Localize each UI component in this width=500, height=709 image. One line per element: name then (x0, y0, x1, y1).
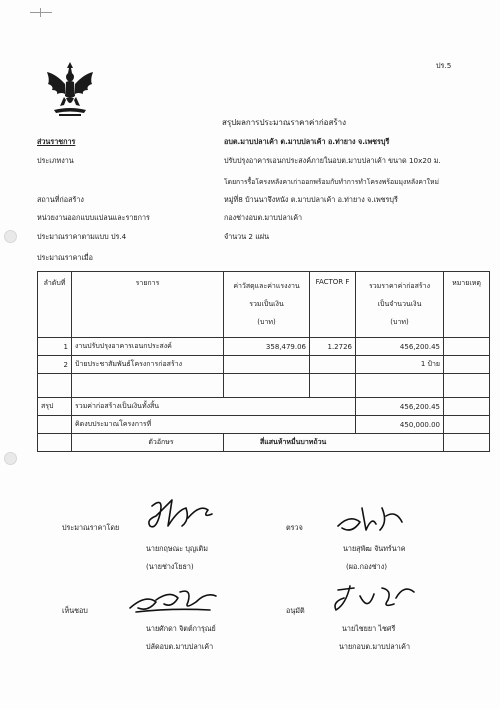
agree-name: นายศักดา จิตต์การุณย์ (146, 624, 216, 633)
letters-value: สี่แสนห้าหมื่นบาทถ้วน (224, 434, 444, 452)
row-item: งานปรับปรุงอาคารเอนกประสงค์ (72, 338, 224, 356)
agree-position: ปลัดอบต.มาบปลาเค้า (146, 642, 214, 651)
row-item: ป้ายประชาสัมพันธ์โครงการก่อสร้าง (72, 356, 224, 374)
estimator-role: ประมาณราคาโดย (62, 523, 120, 532)
agree-signature-icon (126, 582, 220, 618)
row-cost (224, 356, 310, 374)
project-budget-label: คิดงบประมาณโครงการที่ (72, 416, 356, 434)
project-budget-value: 450,000.00 (356, 416, 444, 434)
summary-row (38, 434, 490, 452)
work-type-line1: ปรับปรุงอาคารเอนกประสงค์ภายในอบต.มาบปลาเค้า ขนาด 10x20 ม. (224, 156, 441, 165)
estimate-date-label: ประมาณราคาเมื่อ (37, 253, 93, 262)
agency-value: อบต.มาบปลาเค้า ต.มาบปลาเค้า อ.ท่ายาง จ.เพชรบุรี (224, 137, 390, 146)
summary-sum-value: 456,200.45 (356, 398, 444, 416)
header-no: ลำดับที่ (38, 272, 72, 338)
table-header-row (38, 272, 490, 338)
row-factor: 1.2726 (310, 338, 356, 356)
header-note: หมายเหตุ (444, 272, 490, 338)
summary-sum-label: รวมค่าก่อสร้างเป็นเงินทั้งสิ้น (72, 398, 356, 416)
scan-mark (40, 8, 41, 17)
header-total-line1: รวมราคาค่าก่อสร้าง (368, 282, 431, 290)
site-value: หมู่ที่8 บ้านนาจึงหนัง ต.มาบปลาเค้า อ.ท่ายาง จ.เพชรบุรี (224, 195, 398, 204)
table-row (38, 356, 490, 374)
header-total-line3: (บาท) (390, 318, 409, 326)
header-factor: FACTOR F (310, 272, 356, 338)
header-cost-line3: (บาท) (257, 318, 276, 326)
row-total: 456,200.45 (356, 338, 444, 356)
summary-row (38, 416, 490, 434)
checker-signature-icon (332, 500, 412, 540)
summary-label: สรุป (38, 398, 72, 416)
agency-label: ส่วนราชการ (37, 137, 76, 146)
table-row-empty (38, 374, 490, 398)
scan-mark (30, 12, 52, 13)
work-type-line2: โดยการรื้อโครงหลังคาเก่าออกพร้อมกับทำการทำโครงพร้อมมุงหลังคาใหม่ (224, 178, 439, 186)
estimate-form-value: จำนวน 2 แผ่น (224, 232, 270, 241)
approve-name: นายไชยยา ไชศรี (342, 624, 396, 633)
approve-signature-icon (330, 582, 420, 618)
designer-value: กองช่างอบต.มาบปลาเค้า (224, 213, 303, 222)
row-factor (310, 356, 356, 374)
header-item: รายการ (72, 272, 224, 338)
estimator-position: (นายช่างโยธา) (146, 562, 194, 571)
row-cost: 358,479.06 (224, 338, 310, 356)
estimator-signature-icon (142, 496, 222, 536)
header-cost-line2: รวมเป็นเงิน (249, 300, 284, 308)
row-total: 1 ป้าย (356, 356, 444, 374)
approve-position: นายกอบต.มาบปลาเค้า (339, 642, 410, 651)
summary-row (38, 398, 490, 416)
punch-hole (4, 230, 17, 243)
row-no: 1 (38, 338, 72, 356)
site-label: สถานที่ก่อสร้าง (37, 195, 84, 204)
form-code: ปร.5 (436, 61, 452, 70)
checker-name: นายสุพัฒ จันทร์นาค (343, 544, 406, 553)
table-row (38, 338, 490, 356)
header-total (356, 272, 444, 338)
estimate-table (37, 271, 490, 452)
row-note (444, 338, 490, 356)
header-cost (224, 272, 310, 338)
estimate-form-label: ประมาณราคาตามแบบ ปร.4 (37, 232, 127, 241)
estimator-name: นายกฤษณะ บุญเติม (146, 544, 208, 553)
header-cost-line1: ค่าวัสดุและค่าแรงงาน (233, 282, 300, 290)
row-no: 2 (38, 356, 72, 374)
header-total-line2: เป็นจำนวนเงิน (377, 300, 422, 308)
agree-role: เห็นชอบ (62, 606, 88, 615)
garuda-emblem-icon (44, 60, 96, 120)
approve-role: อนุมัติ (286, 606, 305, 615)
work-type-label: ประเภทงาน (37, 156, 74, 165)
row-note (444, 356, 490, 374)
document-title: สรุปผลการประมาณราคาค่าก่อสร้าง (222, 118, 347, 127)
designer-label: หน่วยงานออกแบบแปลนและรายการ (37, 213, 150, 222)
punch-hole (4, 452, 17, 465)
checker-role: ตรวจ (286, 523, 303, 532)
checker-position: (ผอ.กองช่าง) (346, 562, 388, 571)
letters-label: ตัวอักษร (72, 434, 224, 452)
